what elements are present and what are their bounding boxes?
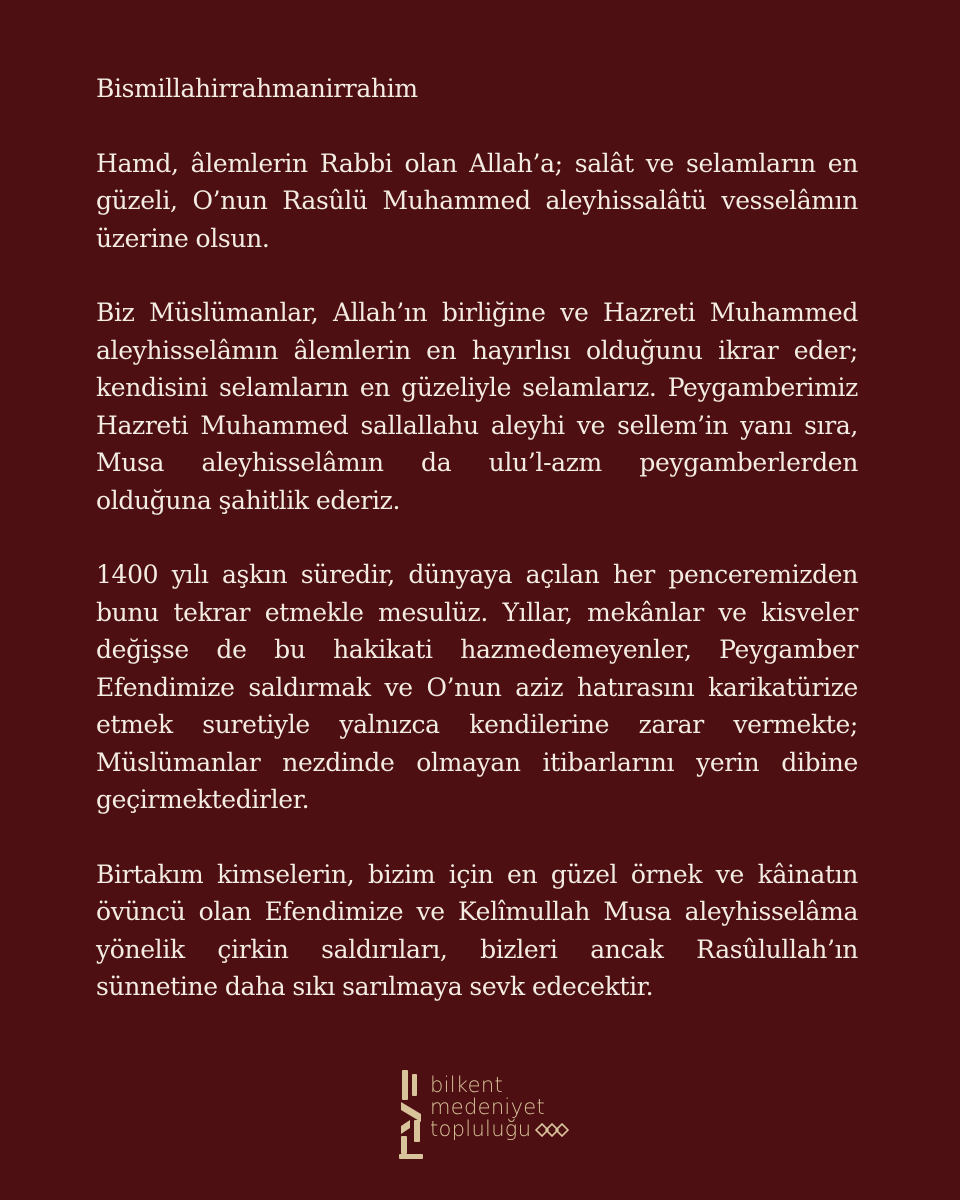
organization-logo (398, 1068, 588, 1164)
paragraph-history: 1400 yılı aşkın süredir, dünyaya açılan her penceremizden bunu tekrar etmekle mesulüz. Yıllar, mekânlar ve kisveler değişse de bu hakikati hazmedemeyenler, Peygamber Efendimize saldırmak ve O’nun aziz hatırasını karikatürize etmek suretiyle yalnızca kendilerine zarar vermekte; Müslümanlar nezdinde olmayan itibarlarını yerin dibine geçirmektedirler. (96, 560, 858, 814)
logo-line-bilkent: bilkent (430, 1073, 503, 1097)
paragraph-conclusion: Birtakım kimselerin, bizim için en güzel örnek ve kâinatın övüncü olan Efendimize ve Kelîmullah Musa aleyhisselâma yönelik çirkin saldırıları, bizleri ancak Rasûlullah’ın sünnetine daha sıkı sarılmaya sevk edecektir. (96, 859, 858, 1001)
letter-body (96, 70, 858, 1043)
paragraph-testimony: Biz Müslümanlar, Allah’ın birliğine ve Hazreti Muhammed aleyhisselâmın âlemlerin en hayırlısı olduğunu ikrar eder; kendisini selamların en güzeliyle selamlarız. Peygamberimiz Hazreti Muhammed sallallahu aleyhi ve sellem’in yanı sıra, Musa aleyhisselâmın da ulu’l-azm peygamberlerden olduğuna şahitlik ederiz. (96, 298, 858, 515)
calligraphy-mark-icon (398, 1068, 424, 1162)
logo-line-toplulugu-text: topluluğu (430, 1117, 532, 1141)
diamond-ornament-icon (535, 1123, 569, 1137)
logo-line-toplulugu (430, 1118, 569, 1140)
paragraph-hamd: Hamd, âlemlerin Rabbi olan Allah’a; salât ve selamların en güzeli, O’nun Rasûlü Muhammed aleyhissalâtü vesselâmın üzerine olsun. (96, 148, 858, 253)
salutation: Bismillahirrahmanirrahim (96, 74, 418, 103)
logo-wordmark (430, 1074, 569, 1140)
logo-line-medeniyet: medeniyet (430, 1095, 546, 1119)
